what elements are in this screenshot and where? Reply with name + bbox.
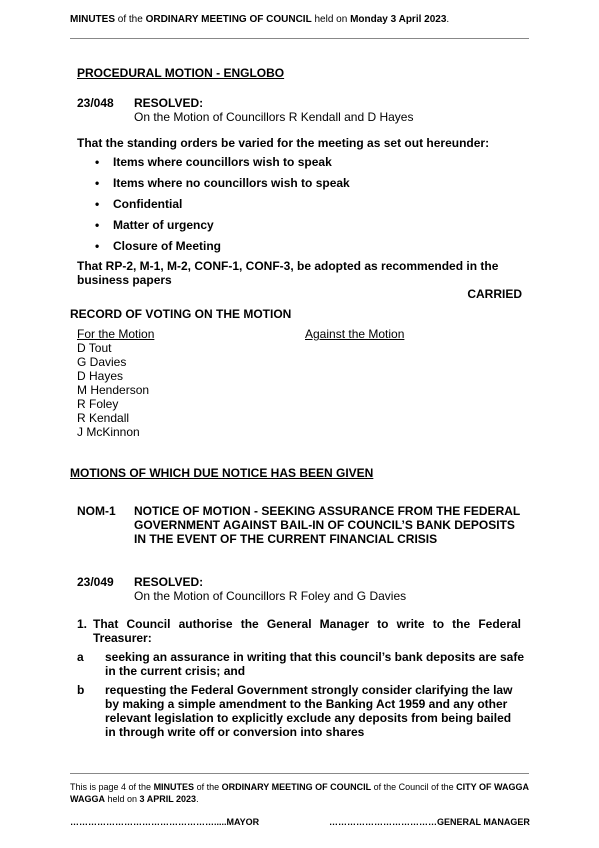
for-column <box>77 327 154 439</box>
resolved-label: RESOLVED: <box>134 575 204 589</box>
item-a-line-2: in the current crisis; and <box>105 664 246 678</box>
footer-text: of the Council of the <box>371 782 457 792</box>
list-item: • Confidential <box>95 197 350 218</box>
mover-line: On the Motion of Councillors R Foley and G Davies <box>134 589 407 603</box>
carried-label: CARRIED <box>467 287 522 301</box>
mover-line: On the Motion of Councillors R Kendall and D Hayes <box>134 110 414 124</box>
footer-rule <box>70 773 529 774</box>
resolved-label: RESOLVED: <box>134 96 204 110</box>
header-meeting: ORDINARY MEETING OF COUNCIL <box>145 14 312 25</box>
item-b-line-4: in through write off or conversion into shares <box>105 725 365 739</box>
list-item: • Items where no councillors wish to speak <box>95 176 350 197</box>
item-b-line-2: by making a simple amendment to the Banking Act 1959 and any other <box>105 697 508 711</box>
header-rule <box>70 38 529 39</box>
list-item: • Matter of urgency <box>95 218 350 239</box>
standing-orders-list <box>95 155 350 260</box>
voter: M Henderson <box>77 383 150 397</box>
resolution-number: 23/049 <box>77 575 114 589</box>
footer-meeting: ORDINARY MEETING OF COUNCIL <box>221 782 372 792</box>
item-a-label: a <box>77 650 84 664</box>
header-text: of the <box>115 14 146 25</box>
point-1-line-1: That Council authorise the General Manager to write to the Federal <box>93 617 521 631</box>
resolution-number: 23/048 <box>77 96 114 110</box>
item-b-line-3: relevant legislation to explicitly exclude any deposits from being bailed <box>105 711 512 725</box>
nom-number: NOM-1 <box>77 504 116 518</box>
procedural-intro: That the standing orders be varied for the meeting as set out hereunder: <box>77 136 490 150</box>
voter: R Foley <box>77 397 119 411</box>
general-manager-signature-line: ………………………………GENERAL MANAGER <box>329 817 530 827</box>
item-a-line-1: seeking an assurance in writing that this council’s bank deposits are safe <box>105 650 525 664</box>
procedural-heading: PROCEDURAL MOTION - ENGLOBO <box>77 66 285 80</box>
header-text: held on <box>311 14 351 25</box>
adopt-line-2: business papers <box>77 273 172 287</box>
mayor-signature-line: ………………………………………….....MAYOR <box>70 817 260 827</box>
point-number: 1. <box>77 617 88 631</box>
nom-title-3: IN THE EVENT OF THE CURRENT FINANCIAL CRISIS <box>134 532 438 546</box>
voter: G Davies <box>77 355 127 369</box>
list-item: • Closure of Meeting <box>95 239 350 260</box>
footer-text: . <box>196 794 199 804</box>
point-1-line-2: Treasurer: <box>93 631 152 645</box>
nom-title-2: GOVERNMENT AGAINST BAIL-IN OF COUNCIL’S BANK DEPOSITS <box>134 518 515 532</box>
footer-text: held on <box>105 794 140 804</box>
item-b-line-1: requesting the Federal Government strongly consider clarifying the law <box>105 683 513 697</box>
nom-title-1: NOTICE OF MOTION - SEEKING ASSURANCE FROM THE FEDERAL <box>134 504 521 518</box>
for-label: For the Motion <box>77 327 155 341</box>
footer-text: of the <box>194 782 222 792</box>
header-date: Monday 3 April 2023 <box>350 14 447 25</box>
page-footer <box>70 781 530 805</box>
footer-minutes: MINUTES <box>153 782 195 792</box>
voter: R Kendall <box>77 411 130 425</box>
header-minutes: MINUTES <box>70 14 115 25</box>
footer-date: 3 APRIL 2023 <box>139 794 197 804</box>
item-b-label: b <box>77 683 85 697</box>
voter: D Tout <box>77 341 112 355</box>
page-header <box>70 14 449 25</box>
adopt-line-1: That RP-2, M-1, M-2, CONF-1, CONF-3, be adopted as recommended in the <box>77 259 499 273</box>
voter: D Hayes <box>77 369 124 383</box>
footer-text: This is page 4 of the <box>70 782 154 792</box>
notice-heading: MOTIONS OF WHICH DUE NOTICE HAS BEEN GIVEN <box>70 466 374 480</box>
against-label: Against the Motion <box>305 327 405 341</box>
header-text: . <box>446 14 450 25</box>
list-item: • Items where councillors wish to speak <box>95 155 350 176</box>
footer-city: CITY OF WAGGA WAGGA <box>70 782 529 804</box>
voter: J McKinnon <box>77 425 140 439</box>
voting-heading: RECORD OF VOTING ON THE MOTION <box>70 307 292 321</box>
